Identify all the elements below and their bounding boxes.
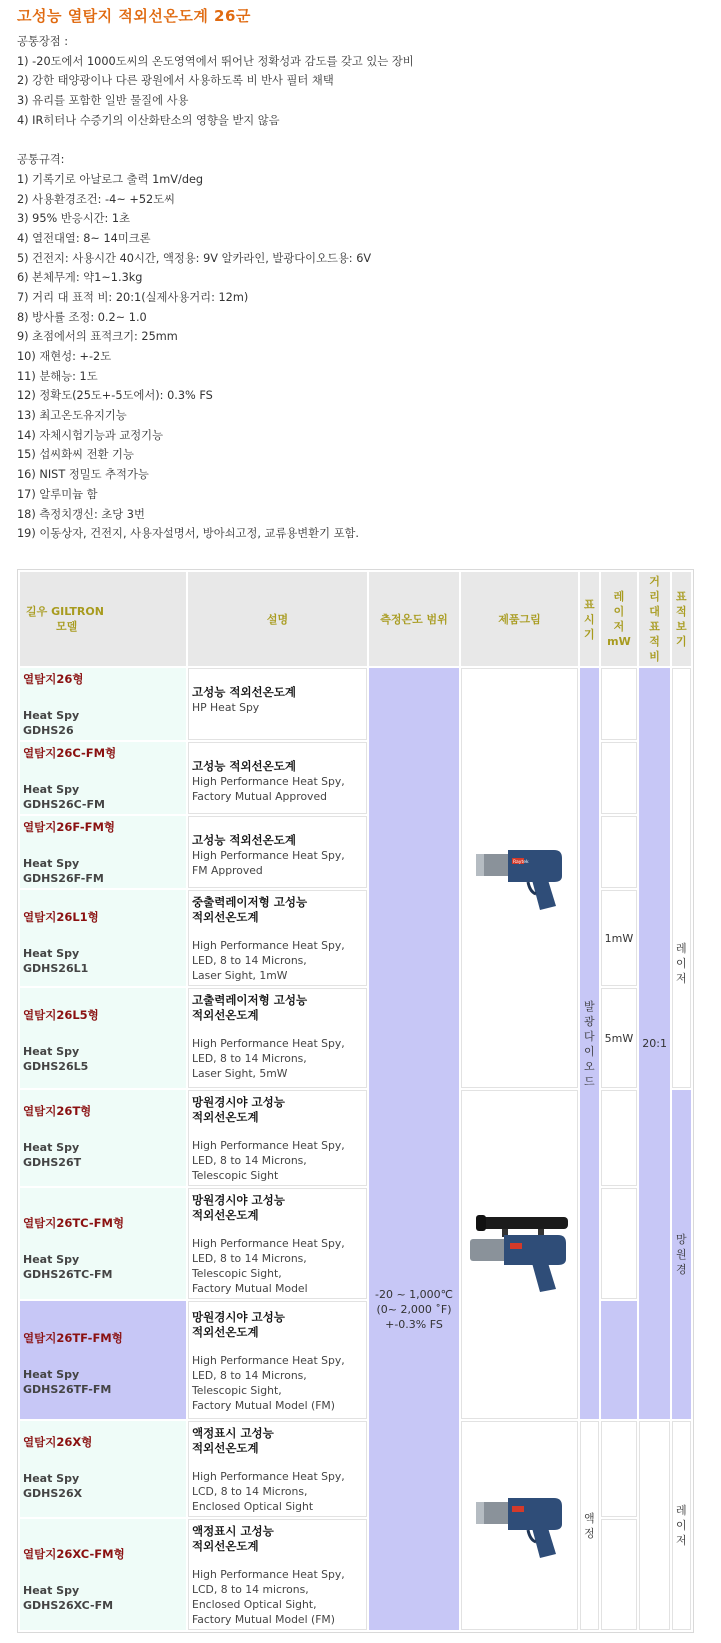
model-sub-line: Heat Spy xyxy=(23,1584,80,1597)
table-row xyxy=(20,668,691,740)
desc-english: Factory Mutual Model (FM) xyxy=(192,1613,335,1626)
model-sub xyxy=(23,1367,183,1397)
desc-korean: 액정표시 고성능 xyxy=(192,1426,274,1440)
ratio-cell-empty xyxy=(639,1421,670,1630)
product-image-cell xyxy=(461,1421,578,1630)
model-cell xyxy=(20,1421,186,1517)
description-cell xyxy=(188,816,367,888)
desc-english: LED, 8 to 14 Microns, xyxy=(192,1369,307,1382)
description-cell xyxy=(188,890,367,986)
desc-korean: 고출력레이저형 고성능 xyxy=(192,993,308,1007)
gun-body xyxy=(508,850,562,882)
header-char: 적 xyxy=(649,635,660,648)
desc-english: LED, 8 to 14 Microns, xyxy=(192,954,307,967)
model-sub-line: Heat Spy xyxy=(23,709,80,722)
desc-english: LED, 8 to 14 Microns, xyxy=(192,1154,307,1167)
spec-line: 5) 건전지: 사용시간 40시간, 액정용: 9V 알카라인, 발광다이오드용: 6V xyxy=(17,251,372,265)
model-code: GDHS26TF-FM xyxy=(23,1383,112,1396)
desc-english: High Performance Heat Spy, xyxy=(192,1237,345,1250)
advantage-line: 1) -20도에서 1000도씨의 온도영역에서 뛰어난 정확성과 감도를 갖고 있는 장비 xyxy=(17,54,414,68)
gun-lens xyxy=(476,1502,484,1524)
model-code: GDHS26 xyxy=(23,724,74,737)
desc-english: Telescopic Sight, xyxy=(192,1267,282,1280)
desc-korean: 적외선온도계 xyxy=(192,1441,259,1455)
header-char: 대 xyxy=(649,605,660,618)
model-name: 열탐지26X형 xyxy=(23,1435,93,1449)
model-code: GDHS26L1 xyxy=(23,962,89,975)
desc-korean: 적외선온도계 xyxy=(192,1008,259,1022)
desc-english: Enclosed Optical Sight xyxy=(192,1500,314,1513)
specs-heading: 공통규격: xyxy=(17,153,65,167)
range-line: -20 ~ 1,000℃ xyxy=(374,1287,454,1301)
model-code: GDHS26X xyxy=(23,1487,83,1500)
model-name: 열탐지26T형 xyxy=(23,1104,92,1118)
spec-line: 10) 재현성: +-2도 xyxy=(17,350,112,363)
sight-char: 경 xyxy=(675,1263,687,1276)
desc-korean: 적외선온도계 xyxy=(192,910,259,924)
sight-laser-cell xyxy=(672,668,691,1088)
laser-cell-1mw: 1mW xyxy=(601,890,638,986)
display-led-cell xyxy=(580,668,599,1419)
range-line: (0~ 2,000 ˚F) xyxy=(376,1302,452,1316)
spec-line: 13) 최고온도유지기능 xyxy=(17,409,127,423)
laser-cell-5mw: 5mW xyxy=(601,988,638,1088)
spec-line: 18) 측정치갱신: 초당 3번 xyxy=(17,507,145,521)
laser-cell xyxy=(601,1421,638,1517)
model-sub xyxy=(23,1044,183,1074)
sight-char: 저 xyxy=(675,1534,687,1547)
model-sub xyxy=(23,1252,183,1282)
desc-english: High Performance Heat Spy, xyxy=(192,775,345,788)
model-sub xyxy=(23,1140,183,1170)
sight-char: 망 xyxy=(675,1233,687,1246)
desc-korean: 망원경시야 고성능 xyxy=(192,1193,285,1207)
model-cell xyxy=(20,1188,186,1299)
desc-english: LCD, 8 to 14 Microns, xyxy=(192,1485,308,1498)
header-char: 리 xyxy=(649,590,660,603)
header-char: 레 xyxy=(613,590,625,603)
header-char: 이 xyxy=(613,605,625,618)
header-char: 기 xyxy=(675,635,687,648)
desc-english: FM Approved xyxy=(192,864,263,877)
desc-english: Laser Sight, 1mW xyxy=(192,969,288,982)
advantage-line: 3) 유리를 포함한 일반 물질에 사용 xyxy=(17,94,189,108)
spec-line: 9) 초점에서의 표적크기: 25mm xyxy=(17,330,178,344)
product-image-cell xyxy=(461,668,578,1088)
desc-english: High Performance Heat Spy, xyxy=(192,1568,345,1581)
model-sub xyxy=(23,946,183,976)
display-char: 액 xyxy=(584,1511,595,1525)
desc-korean: 중출력레이저형 고성능 xyxy=(192,895,308,909)
laser-cell xyxy=(601,668,638,740)
spec-line: 17) 알루미늄 함 xyxy=(17,487,98,501)
product-table xyxy=(17,569,694,1633)
desc-korean: 고성능 적외선온도계 xyxy=(192,833,296,847)
model-sub xyxy=(23,1583,183,1613)
gun-body xyxy=(508,1498,562,1530)
desc-korean: 망원경시야 고성능 xyxy=(192,1310,285,1324)
spec-line: 7) 거리 대 표적 비: 20:1(실제사용거리: 12m) xyxy=(17,290,249,304)
model-sub xyxy=(23,1471,183,1501)
laser-cell xyxy=(601,742,638,814)
gun-badge xyxy=(512,1506,524,1512)
sight-char: 레 xyxy=(675,941,687,955)
desc-korean: 액정표시 고성능 xyxy=(192,1524,274,1538)
gun-barrel xyxy=(470,1239,508,1261)
sight-char: 이 xyxy=(675,1519,687,1532)
desc-english: High Performance Heat Spy, xyxy=(192,1139,345,1152)
gun-body xyxy=(504,1235,566,1265)
header-char: 거 xyxy=(649,575,660,588)
description-cell xyxy=(188,988,367,1088)
spec-line: 19) 이동상자, 건전지, 사용자설명서, 방아쇠고정, 교류용변환기 포함. xyxy=(17,527,360,541)
thermometer-gun-scope-image xyxy=(468,1213,572,1293)
header-char: 기 xyxy=(584,627,595,641)
model-name: 열탐지26TF-FM형 xyxy=(23,1331,123,1345)
spec-line: 14) 자체시험기능과 교정기능 xyxy=(17,428,164,442)
model-name: 열탐지26L5형 xyxy=(23,1008,99,1022)
header-char: 적 xyxy=(675,605,687,618)
range-line: +-0.3% FS xyxy=(385,1317,443,1331)
description-cell xyxy=(188,1519,367,1630)
model-cell xyxy=(20,1301,186,1419)
desc-english: LED, 8 to 14 Microns, xyxy=(192,1252,307,1265)
model-cell xyxy=(20,890,186,986)
model-code: GDHS26F-FM xyxy=(23,872,104,885)
description-cell xyxy=(188,1188,367,1299)
spec-line: 12) 정확도(25도+-5도에서): 0.3% FS xyxy=(17,389,213,403)
header-model xyxy=(20,572,186,666)
header-sight xyxy=(672,572,691,666)
model-sub-line: Heat Spy xyxy=(23,1045,80,1058)
display-char: 광 xyxy=(584,1014,595,1028)
desc-english: HP Heat Spy xyxy=(192,701,260,714)
desc-english: Laser Sight, 5mW xyxy=(192,1067,288,1080)
model-sub xyxy=(23,782,183,812)
desc-korean: 적외선온도계 xyxy=(192,1539,259,1553)
desc-korean: 망원경시야 고성능 xyxy=(192,1095,285,1109)
desc-korean: 적외선온도계 xyxy=(192,1325,259,1339)
desc-english: LED, 8 to 14 Microns, xyxy=(192,1052,307,1065)
gun-handle xyxy=(532,1263,556,1292)
model-code: GDHS26TC-FM xyxy=(23,1268,113,1281)
spec-line: 15) 섭씨화씨 전환 기능 xyxy=(17,448,134,462)
desc-english: High Performance Heat Spy, xyxy=(192,939,345,952)
model-code: GDHS26T xyxy=(23,1156,82,1169)
description-cell xyxy=(188,1090,367,1186)
model-code: GDHS26L5 xyxy=(23,1060,89,1073)
desc-english: High Performance Heat Spy, xyxy=(192,1354,345,1367)
model-sub-line: Heat Spy xyxy=(23,1253,80,1266)
spec-line: 2) 사용환경조건: -4~ +52도씨 xyxy=(17,192,176,206)
header-char: mW xyxy=(607,635,631,648)
spec-line: 1) 기록기로 아날로그 출력 1mV/deg xyxy=(17,172,204,186)
model-name: 열탐지26형 xyxy=(23,672,84,686)
spec-line: 4) 열전대열: 8~ 14미크론 xyxy=(17,231,151,245)
display-char: 정 xyxy=(584,1526,595,1540)
model-sub-line: Heat Spy xyxy=(23,1368,80,1381)
display-char: 오 xyxy=(584,1059,595,1073)
header-description: 설명 xyxy=(188,572,367,666)
desc-english: Telescopic Sight, xyxy=(192,1384,282,1397)
ratio-cell: 20:1 xyxy=(639,668,670,1419)
description-cell xyxy=(188,1301,367,1419)
range-cell xyxy=(369,668,459,1630)
display-lcd-cell xyxy=(580,1421,599,1630)
model-code: GDHS26XC-FM xyxy=(23,1599,114,1612)
spec-line: 16) NIST 정밀도 추적가능 xyxy=(17,468,149,482)
header-char: 시 xyxy=(584,612,595,626)
spec-text-block xyxy=(17,32,414,544)
model-sub-line: Heat Spy xyxy=(23,1472,80,1485)
model-name: 열탐지26F-FM형 xyxy=(23,820,116,834)
desc-english: High Performance Heat Spy, xyxy=(192,1037,345,1050)
model-code: GDHS26C-FM xyxy=(23,798,105,811)
scope-tube xyxy=(480,1217,568,1229)
header-char: 보 xyxy=(675,620,687,633)
desc-korean: 고성능 적외선온도계 xyxy=(192,759,296,773)
header-char: 비 xyxy=(649,650,660,663)
header-laser xyxy=(601,572,638,666)
sight-laser-cell xyxy=(672,1421,691,1630)
header-char: 표 xyxy=(675,590,687,603)
model-name: 열탐지26C-FM형 xyxy=(23,746,117,760)
header-display xyxy=(580,572,599,666)
display-char: 이 xyxy=(584,1044,595,1058)
thermometer-gun-lcd-image xyxy=(474,1488,566,1560)
sight-char: 이 xyxy=(675,956,687,970)
model-cell xyxy=(20,742,186,814)
advantage-line: 2) 강한 태양광이나 다른 광원에서 사용하도록 비 반사 필터 채택 xyxy=(17,74,334,88)
display-char: 드 xyxy=(584,1074,595,1088)
model-sub-line: Heat Spy xyxy=(23,783,80,796)
header-char: 표 xyxy=(584,597,595,611)
table-row xyxy=(20,1421,691,1517)
description-cell xyxy=(188,668,367,740)
model-cell xyxy=(20,1090,186,1186)
sight-char: 저 xyxy=(675,971,687,985)
desc-english: LCD, 8 to 14 microns, xyxy=(192,1583,309,1596)
model-name: 열탐지26L1형 xyxy=(23,910,99,924)
scope-lens xyxy=(476,1215,486,1231)
desc-korean: 고성능 적외선온도계 xyxy=(192,685,296,699)
model-cell xyxy=(20,988,186,1088)
laser-cell xyxy=(601,1519,638,1630)
table-header-row xyxy=(20,572,691,666)
product-image-cell xyxy=(461,1090,578,1419)
header-model-line: 모델 xyxy=(56,620,78,633)
gun-badge xyxy=(510,1243,522,1249)
gun-logo-text: Raytek xyxy=(512,860,529,865)
advantages-heading: 공통장점 : xyxy=(17,35,69,48)
model-sub-line: Heat Spy xyxy=(23,947,80,960)
sight-char: 원 xyxy=(675,1248,687,1261)
model-sub xyxy=(23,708,183,738)
sight-char: 레 xyxy=(675,1504,687,1517)
model-cell xyxy=(20,816,186,888)
laser-cell xyxy=(601,816,638,888)
header-char: 표 xyxy=(649,620,660,633)
model-name: 열탐지26TC-FM형 xyxy=(23,1216,125,1230)
display-char: 발 xyxy=(584,999,595,1013)
spec-line: 11) 분해능: 1도 xyxy=(17,369,98,383)
laser-cell xyxy=(601,1090,638,1186)
header-ratio xyxy=(639,572,670,666)
header-range: 측정온도 범위 xyxy=(369,572,459,666)
spec-line: 6) 본체무게: 약1~1.3kg xyxy=(17,271,143,285)
desc-english: High Performance Heat Spy, xyxy=(192,849,345,862)
model-sub-line: Heat Spy xyxy=(23,857,80,870)
model-name: 열탐지26XC-FM형 xyxy=(23,1547,125,1561)
desc-english: Telescopic Sight xyxy=(192,1169,279,1182)
laser-cell xyxy=(601,1188,638,1299)
desc-english: Factory Mutual Model xyxy=(192,1282,308,1295)
description-cell xyxy=(188,742,367,814)
gun-lens xyxy=(476,854,484,876)
desc-english: Factory Mutual Model (FM) xyxy=(192,1399,335,1412)
desc-english: Factory Mutual Approved xyxy=(192,790,327,803)
model-cell xyxy=(20,1519,186,1630)
model-sub xyxy=(23,856,183,886)
spec-line: 8) 방사률 조정: 0.2~ 1.0 xyxy=(17,310,147,324)
header-model-line: 길우 GILTRON xyxy=(26,605,104,618)
desc-english: High Performance Heat Spy, xyxy=(192,1470,345,1483)
laser-cell xyxy=(601,1301,638,1419)
description-cell xyxy=(188,1421,367,1517)
thermometer-gun-image xyxy=(474,840,566,912)
header-image: 제품그림 xyxy=(461,572,578,666)
sight-scope-cell xyxy=(672,1090,691,1419)
spec-line: 3) 95% 반응시간: 1초 xyxy=(17,212,131,226)
page-title: 고성능 열탐지 적외선온도계 26군 xyxy=(17,7,251,25)
model-cell xyxy=(20,668,186,740)
desc-korean: 적외선온도계 xyxy=(192,1208,259,1222)
desc-english: Enclosed Optical Sight, xyxy=(192,1598,317,1611)
model-sub-line: Heat Spy xyxy=(23,1141,80,1154)
header-char: 저 xyxy=(613,620,625,633)
advantage-line: 4) IR히터나 수증기의 이산화탄소의 영향을 받지 않음 xyxy=(17,113,280,127)
display-char: 다 xyxy=(584,1029,595,1043)
spacer xyxy=(17,130,414,150)
desc-korean: 적외선온도계 xyxy=(192,1110,259,1124)
